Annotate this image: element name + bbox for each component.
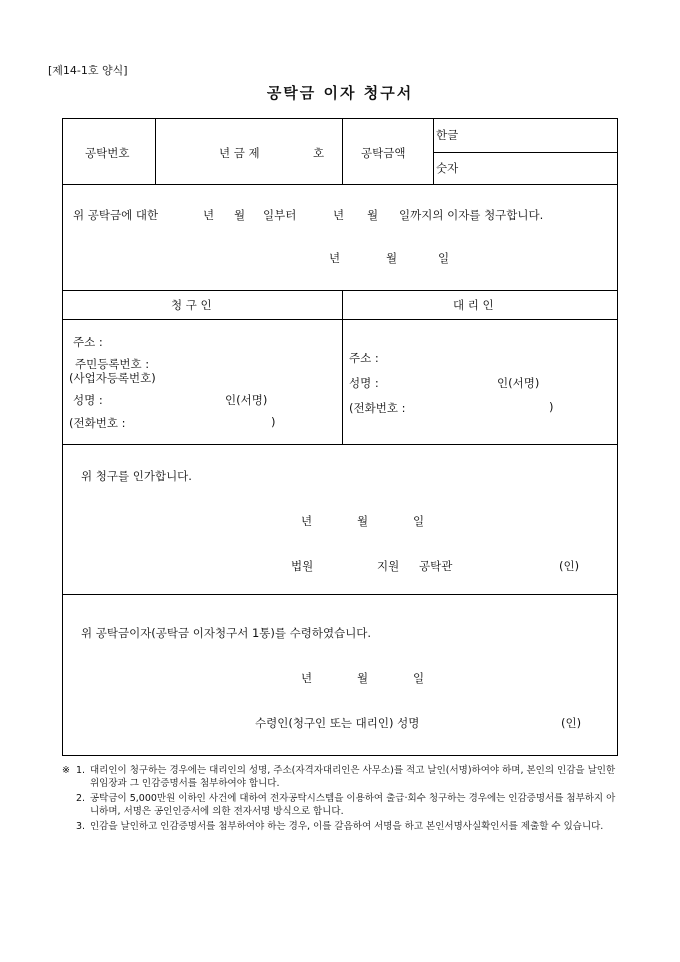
divider (63, 444, 617, 445)
approval-year[interactable]: 년 (301, 514, 313, 528)
claim-date-day[interactable]: 일 (438, 251, 450, 265)
agent-heading: 대 리 인 (453, 298, 494, 312)
deposit-amount-label: 공탁금액 (361, 146, 406, 160)
form-frame (62, 118, 618, 756)
form-number: [제14-1호 양식] (48, 64, 128, 77)
approval-seal[interactable]: (인) (559, 559, 580, 573)
claim-from-day[interactable]: 일부터 (263, 208, 297, 222)
footnote-text: 대리인이 청구하는 경우에는 대리인의 성명, 주소(자격자대리인은 사무소)를 적고 날인(서명)하여야 하며, 본인의 인감을 날인한 위임장과 그 인감증명서를 첨부하여야 합니다. (90, 765, 616, 789)
divider (63, 594, 617, 595)
agent-phone-close: ) (549, 400, 554, 414)
claimant-business-number-label: (사업자등록번호) (69, 371, 156, 385)
claimant-resident-number-field[interactable]: 주민등록번호 : (75, 357, 150, 371)
agent-name-field[interactable]: 성명 : (349, 376, 379, 390)
divider (433, 119, 434, 184)
approval-branch: 지원 (377, 559, 400, 573)
approval-officer: 공탁관 (419, 559, 453, 573)
deposit-number-label: 공탁번호 (85, 146, 130, 160)
divider (342, 290, 343, 444)
footnote-text: 공탁금이 5,000만원 이하인 사건에 대하여 전자공탁시스템을 이용하여 출급·회수 청구하는 경우에는 인감증명서를 첨부하지 아니하며, 서명은 공인인증서에 의한 전자서명 방식으로 합니다. (90, 793, 616, 817)
claimant-phone-field[interactable]: (전화번호 : (69, 416, 126, 430)
agent-address-field[interactable]: 주소 : (349, 351, 379, 365)
divider (342, 119, 343, 184)
agent-phone-field[interactable]: (전화번호 : (349, 401, 406, 415)
footnote-marker: ※ (62, 765, 70, 776)
receipt-seal[interactable]: (인) (561, 716, 582, 730)
footnote-number: 3. (76, 821, 86, 832)
approval-text: 위 청구를 인가합니다. (81, 469, 192, 483)
page-title: 공탁금 이자 청구서 (266, 84, 414, 102)
footnote-text: 인감을 날인하고 인감증명서를 첨부하여야 하는 경우, 이를 갈음하여 서명을 하고 본인서명사실확인서를 제출할 수 있습니다. (90, 821, 604, 832)
receipt-day[interactable]: 일 (413, 671, 425, 685)
footnotes (62, 764, 622, 833)
receipt-month[interactable]: 월 (357, 671, 369, 685)
claimant-heading: 청 구 인 (171, 298, 212, 312)
divider (155, 119, 156, 184)
divider (63, 290, 617, 291)
deposit-number-suffix: 호 (313, 146, 325, 160)
approval-court: 법원 (291, 559, 314, 573)
footnote-item (62, 764, 622, 790)
claim-from-month[interactable]: 월 (234, 208, 246, 222)
claim-until-month[interactable]: 월 (367, 208, 379, 222)
claim-date-year[interactable]: 년 (329, 251, 341, 265)
divider (63, 184, 617, 185)
divider (63, 319, 617, 320)
claim-date-month[interactable]: 월 (386, 251, 398, 265)
claim-text-prefix: 위 공탁금에 대한 (73, 208, 159, 222)
amount-korean-field[interactable]: 한글 (436, 128, 459, 142)
claimant-seal[interactable]: 인(서명) (225, 393, 268, 407)
claimant-phone-close: ) (271, 415, 276, 429)
receiver-name-field[interactable]: 수령인(청구인 또는 대리인) 성명 (255, 716, 420, 730)
claimant-address-field[interactable]: 주소 : (73, 335, 103, 349)
approval-day[interactable]: 일 (413, 514, 425, 528)
claim-from-year[interactable]: 년 (203, 208, 215, 222)
footnote-item (62, 792, 622, 818)
approval-month[interactable]: 월 (357, 514, 369, 528)
deposit-number-field[interactable]: 년 금 제 (219, 146, 260, 160)
claim-until-day[interactable]: 일까지의 이자를 청구합니다. (399, 208, 544, 222)
divider (433, 152, 617, 153)
agent-seal[interactable]: 인(서명) (497, 376, 540, 390)
footnote-number: 2. (76, 793, 86, 804)
footnote-number: 1. (76, 765, 86, 776)
claim-until-year[interactable]: 년 (333, 208, 345, 222)
receipt-text: 위 공탁금이자(공탁금 이자청구서 1통)를 수령하였습니다. (81, 626, 372, 640)
receipt-year[interactable]: 년 (301, 671, 313, 685)
amount-digits-field[interactable]: 숫자 (436, 161, 459, 175)
claimant-name-field[interactable]: 성명 : (73, 393, 103, 407)
footnote-item (62, 820, 622, 833)
